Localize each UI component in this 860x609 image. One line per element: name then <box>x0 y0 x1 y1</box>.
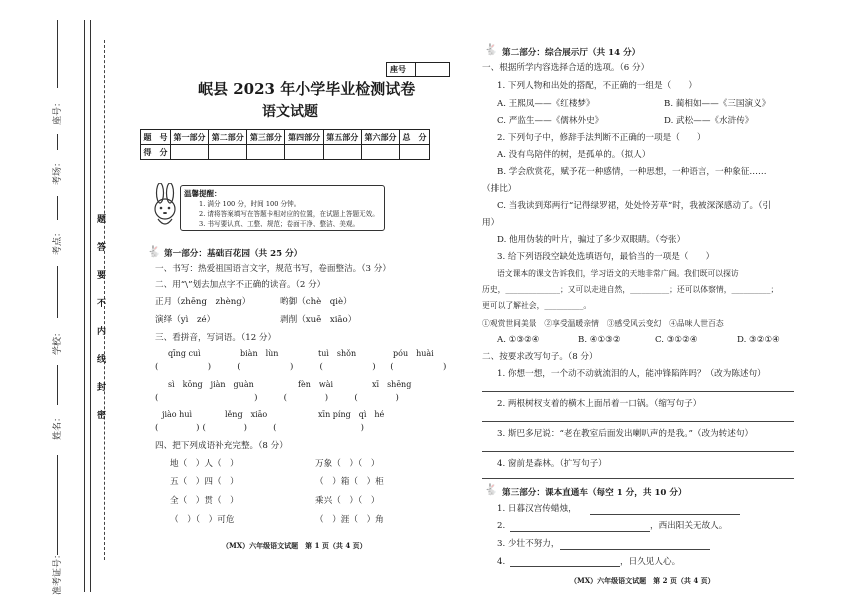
q2-option-c[interactable]: C. 当我读到郑两行“记得绿罗裙，处处怜芳草”时，我被深深感动了。（引 <box>497 201 772 211</box>
score-cell[interactable] <box>170 145 208 160</box>
answer-brackets[interactable]: ( ) ( ) ( ) ( ) <box>155 362 450 372</box>
q3-option-c[interactable]: C. ③①②④ <box>655 335 698 345</box>
q2-item: 正月（zhēng zhèng） <box>155 297 251 307</box>
pinyin: póu huài <box>393 349 434 358</box>
part2-heading: 第二部分：综合展示厅（共 14 分） <box>502 48 641 58</box>
recite-2: 2. <box>497 521 506 531</box>
seal-char: 封 <box>97 383 107 393</box>
answer-line[interactable] <box>560 549 710 550</box>
q3-option-b[interactable]: B. ④①③② <box>578 335 621 345</box>
seal-char: 要 <box>97 271 107 281</box>
name-label: 姓名： <box>53 412 63 440</box>
notice-item: 2. 请将答案填写在答题卡相对应的位置，在试题上答题无效。 <box>199 210 379 218</box>
ticket-label: 准考证号： <box>53 549 63 595</box>
school-label: 学校： <box>53 327 63 355</box>
score-cell[interactable] <box>400 145 430 160</box>
idiom-right[interactable]: （ ）箱（ ）柜 <box>315 477 384 487</box>
pinyin: xīn píng qì hé <box>318 410 385 419</box>
q2-option-c-cont: 用） <box>482 218 500 228</box>
answer-brackets[interactable]: ( ) ( ) ( ) <box>155 393 402 403</box>
part1-q1: 一、书写：热爱祖国语言文字，规范书写，卷面整洁。（3 分） <box>155 264 391 274</box>
part1-heading: 第一部分：基础百花园（共 25 分） <box>164 249 303 259</box>
answer-line[interactable] <box>482 421 794 422</box>
q3-passage: 更可以了解社会，__________。 <box>482 301 592 310</box>
seal-char: 内 <box>97 327 107 337</box>
q2-item: 演绎（yì zé） <box>155 315 216 325</box>
score-table <box>140 129 430 160</box>
answer-line[interactable] <box>510 566 620 567</box>
rabbit-illustration <box>148 183 184 229</box>
rabbit-icon: 🐇 <box>484 43 498 56</box>
seal-char: 不 <box>97 299 107 309</box>
school-site-label: 考点： <box>53 227 63 255</box>
recite-4: 4. <box>497 557 506 567</box>
q3-passage: 历史，______________；又可以走进自然，__________；还可以体察情，__________； <box>482 285 779 294</box>
seal-char: 题 <box>97 215 107 225</box>
idiom-left[interactable]: 五（ ）四（ ） <box>170 477 239 487</box>
pinyin: xī shēng <box>372 380 412 389</box>
rewrite-1: 1. 你想一想，一个动不动就流泪的人，能冲锋陷阵吗？（改为陈述句） <box>497 369 766 379</box>
score-header-cell: 第六部分 <box>361 130 399 145</box>
q1-option-d[interactable]: D. 武松——《水浒传》 <box>664 116 754 126</box>
score-row-label: 得 分 <box>141 145 171 160</box>
rewrite-3: 3. 斯巴多尼说：“老在教室后面发出喇叭声的是我。”（改为转述句） <box>497 429 754 439</box>
idiom-right[interactable]: 乘兴（ ）（ ） <box>315 496 380 506</box>
q2-item: 剥削（xuē xiāo） <box>280 315 357 325</box>
score-header-cell: 第四部分 <box>285 130 323 145</box>
part2-s2: 二、按要求改写句子。（8 分） <box>482 352 598 362</box>
binding-line-inner <box>90 20 91 592</box>
exam-title: 岷县 2023 年小学毕业检测试卷 <box>198 80 416 98</box>
footer-right: （MX）六年级语文试题 第 2 页（共 4 页） <box>570 576 715 585</box>
q2-option-b[interactable]: B. 学会欣赏花，赋予花一种感情，一种思想，一种语言，一种象征…… <box>497 167 767 177</box>
part2-q3: 3. 给下列语段空缺处选填语句，最恰当的一项是（ ） <box>497 252 715 262</box>
answer-brackets[interactable]: ( )( ) ( ) <box>155 423 368 433</box>
seat-label: 座号： <box>53 97 63 125</box>
part3-heading: 第三部分：课本直通车（每空 1 分，共 10 分） <box>502 488 687 498</box>
score-header-cell: 题 号 <box>141 130 171 145</box>
idiom-left[interactable]: 全（ ）贯（ ） <box>170 496 239 506</box>
rewrite-4: 4. 窗前是森林。（扩写句子） <box>497 459 607 469</box>
pinyin: lěng xiāo <box>225 410 268 419</box>
answer-line[interactable] <box>482 478 794 479</box>
score-cell[interactable] <box>285 145 323 160</box>
seat-box[interactable] <box>386 62 450 77</box>
pinyin: fèn wài <box>298 380 334 389</box>
pinyin: biàn lùn <box>240 349 279 358</box>
score-header-cell: 第一部分 <box>170 130 208 145</box>
footer-left: （MX）六年级语文试题 第 1 页（共 4 页） <box>222 541 367 550</box>
q2-item: 哟御（chè qiè） <box>280 297 352 307</box>
q3-option-d[interactable]: D. ③②①④ <box>737 335 780 345</box>
rabbit-icon: 🐇 <box>484 483 498 496</box>
recite-3: 3. 少壮不努力， <box>497 539 560 549</box>
exam-room-blank[interactable] <box>57 134 58 150</box>
q1-option-a[interactable]: A. 王熙凤——《红楼梦》 <box>497 99 595 109</box>
pinyin: qīng cuì <box>168 349 201 358</box>
answer-line[interactable] <box>590 514 740 515</box>
q1-option-b[interactable]: B. 蔺相如——《三国演义》 <box>664 99 771 109</box>
rewrite-2: 2. 两根树杈支着的横木上面吊着一口锅。（缩写句子） <box>497 399 702 409</box>
exam-room-label: 考场： <box>53 157 63 185</box>
q3-items: ①观赏世间美景 ②享受温暖亲情 ③感受风云变幻 ④品味人世百态 <box>482 319 724 328</box>
notice-title: 温馨提醒： <box>184 189 222 198</box>
score-cell[interactable] <box>247 145 285 160</box>
notice-item: 1. 满分 100 分，时间 100 分钟。 <box>199 200 301 208</box>
part2-s1: 一、根据所学内容选择合适的选项。（6 分） <box>482 63 650 73</box>
recite-2-tail: ，西出阳关无故人。 <box>650 521 728 531</box>
recite-1: 1. 日暮汉宫传蜡烛， <box>497 504 577 514</box>
pinyin: sì kōng jiàn guàn <box>168 380 254 389</box>
part2-q1: 1. 下列人物和出处的搭配，不正确的一组是（ ） <box>497 81 697 91</box>
part1-q2: 二、用“\”划去加点字不正确的读音。（2 分） <box>155 280 326 290</box>
score-header-cell: 第二部分 <box>209 130 247 145</box>
part2-q2: 2. 下列句子中，修辞手法判断不正确的一项是（ ） <box>497 133 706 143</box>
score-header-cell: 第五部分 <box>323 130 361 145</box>
idiom-left[interactable]: （ ）（ ）可危 <box>170 515 235 525</box>
seal-column <box>97 206 109 430</box>
seal-char: 答 <box>97 243 107 253</box>
q2-option-a[interactable]: A. 没有鸟陪伴的树，是孤单的。（拟人） <box>497 150 651 160</box>
pinyin: jiào huì <box>162 410 193 419</box>
answer-line[interactable] <box>482 451 794 452</box>
rabbit-icon: 🐇 <box>147 245 161 258</box>
seal-char: 线 <box>97 355 107 365</box>
score-cell[interactable] <box>361 145 399 160</box>
score-cell[interactable] <box>323 145 361 160</box>
notice-box <box>180 185 385 231</box>
answer-line[interactable] <box>482 391 794 392</box>
idiom-right[interactable]: 万象（ ）（ ） <box>315 459 380 469</box>
seat-blank[interactable] <box>57 20 58 88</box>
score-header-cell: 总 分 <box>400 130 430 145</box>
score-cell[interactable] <box>209 145 247 160</box>
seat-box-label: 座号 <box>390 64 406 74</box>
score-table-header-row <box>141 130 430 145</box>
part1-q4: 四、把下列成语补充完整。（8 分） <box>155 441 288 451</box>
answer-line[interactable] <box>510 531 650 532</box>
name-blank[interactable] <box>57 365 58 405</box>
exam-subtitle: 语文试题 <box>262 104 318 120</box>
q2-option-b-cont: （排比） <box>482 184 517 194</box>
score-table-score-row <box>141 145 430 160</box>
binding-line-outer <box>84 20 85 592</box>
q3-option-a[interactable]: A. ①③②④ <box>497 335 540 345</box>
school-blank[interactable] <box>57 266 58 318</box>
part1-q3: 三、看拼音，写词语。（12 分） <box>155 333 277 343</box>
q3-passage: 语文课本的课文告诉我们，学习语文的天地非常广阔。我们既可以探访 <box>497 269 739 278</box>
school-site-blank[interactable] <box>57 196 58 220</box>
seal-char: 密 <box>97 411 107 421</box>
pinyin: tuì shǒn <box>318 349 357 358</box>
q2-option-d[interactable]: D. 他用伪装的叶片，骗过了多少双眼睛。（夸张） <box>497 235 686 245</box>
notice-item: 3. 书写要认真、工整、规范；卷面干净、整洁、美观。 <box>199 220 360 228</box>
score-header-cell: 第三部分 <box>247 130 285 145</box>
idiom-right[interactable]: （ ）涯（ ）角 <box>315 515 384 525</box>
idiom-left[interactable]: 地（ ）人（ ） <box>170 459 239 469</box>
recite-4-tail: ，日久见人心。 <box>620 557 681 567</box>
q1-option-c[interactable]: C. 严监生——《儒林外史》 <box>497 116 604 126</box>
ticket-blank[interactable] <box>57 455 58 555</box>
